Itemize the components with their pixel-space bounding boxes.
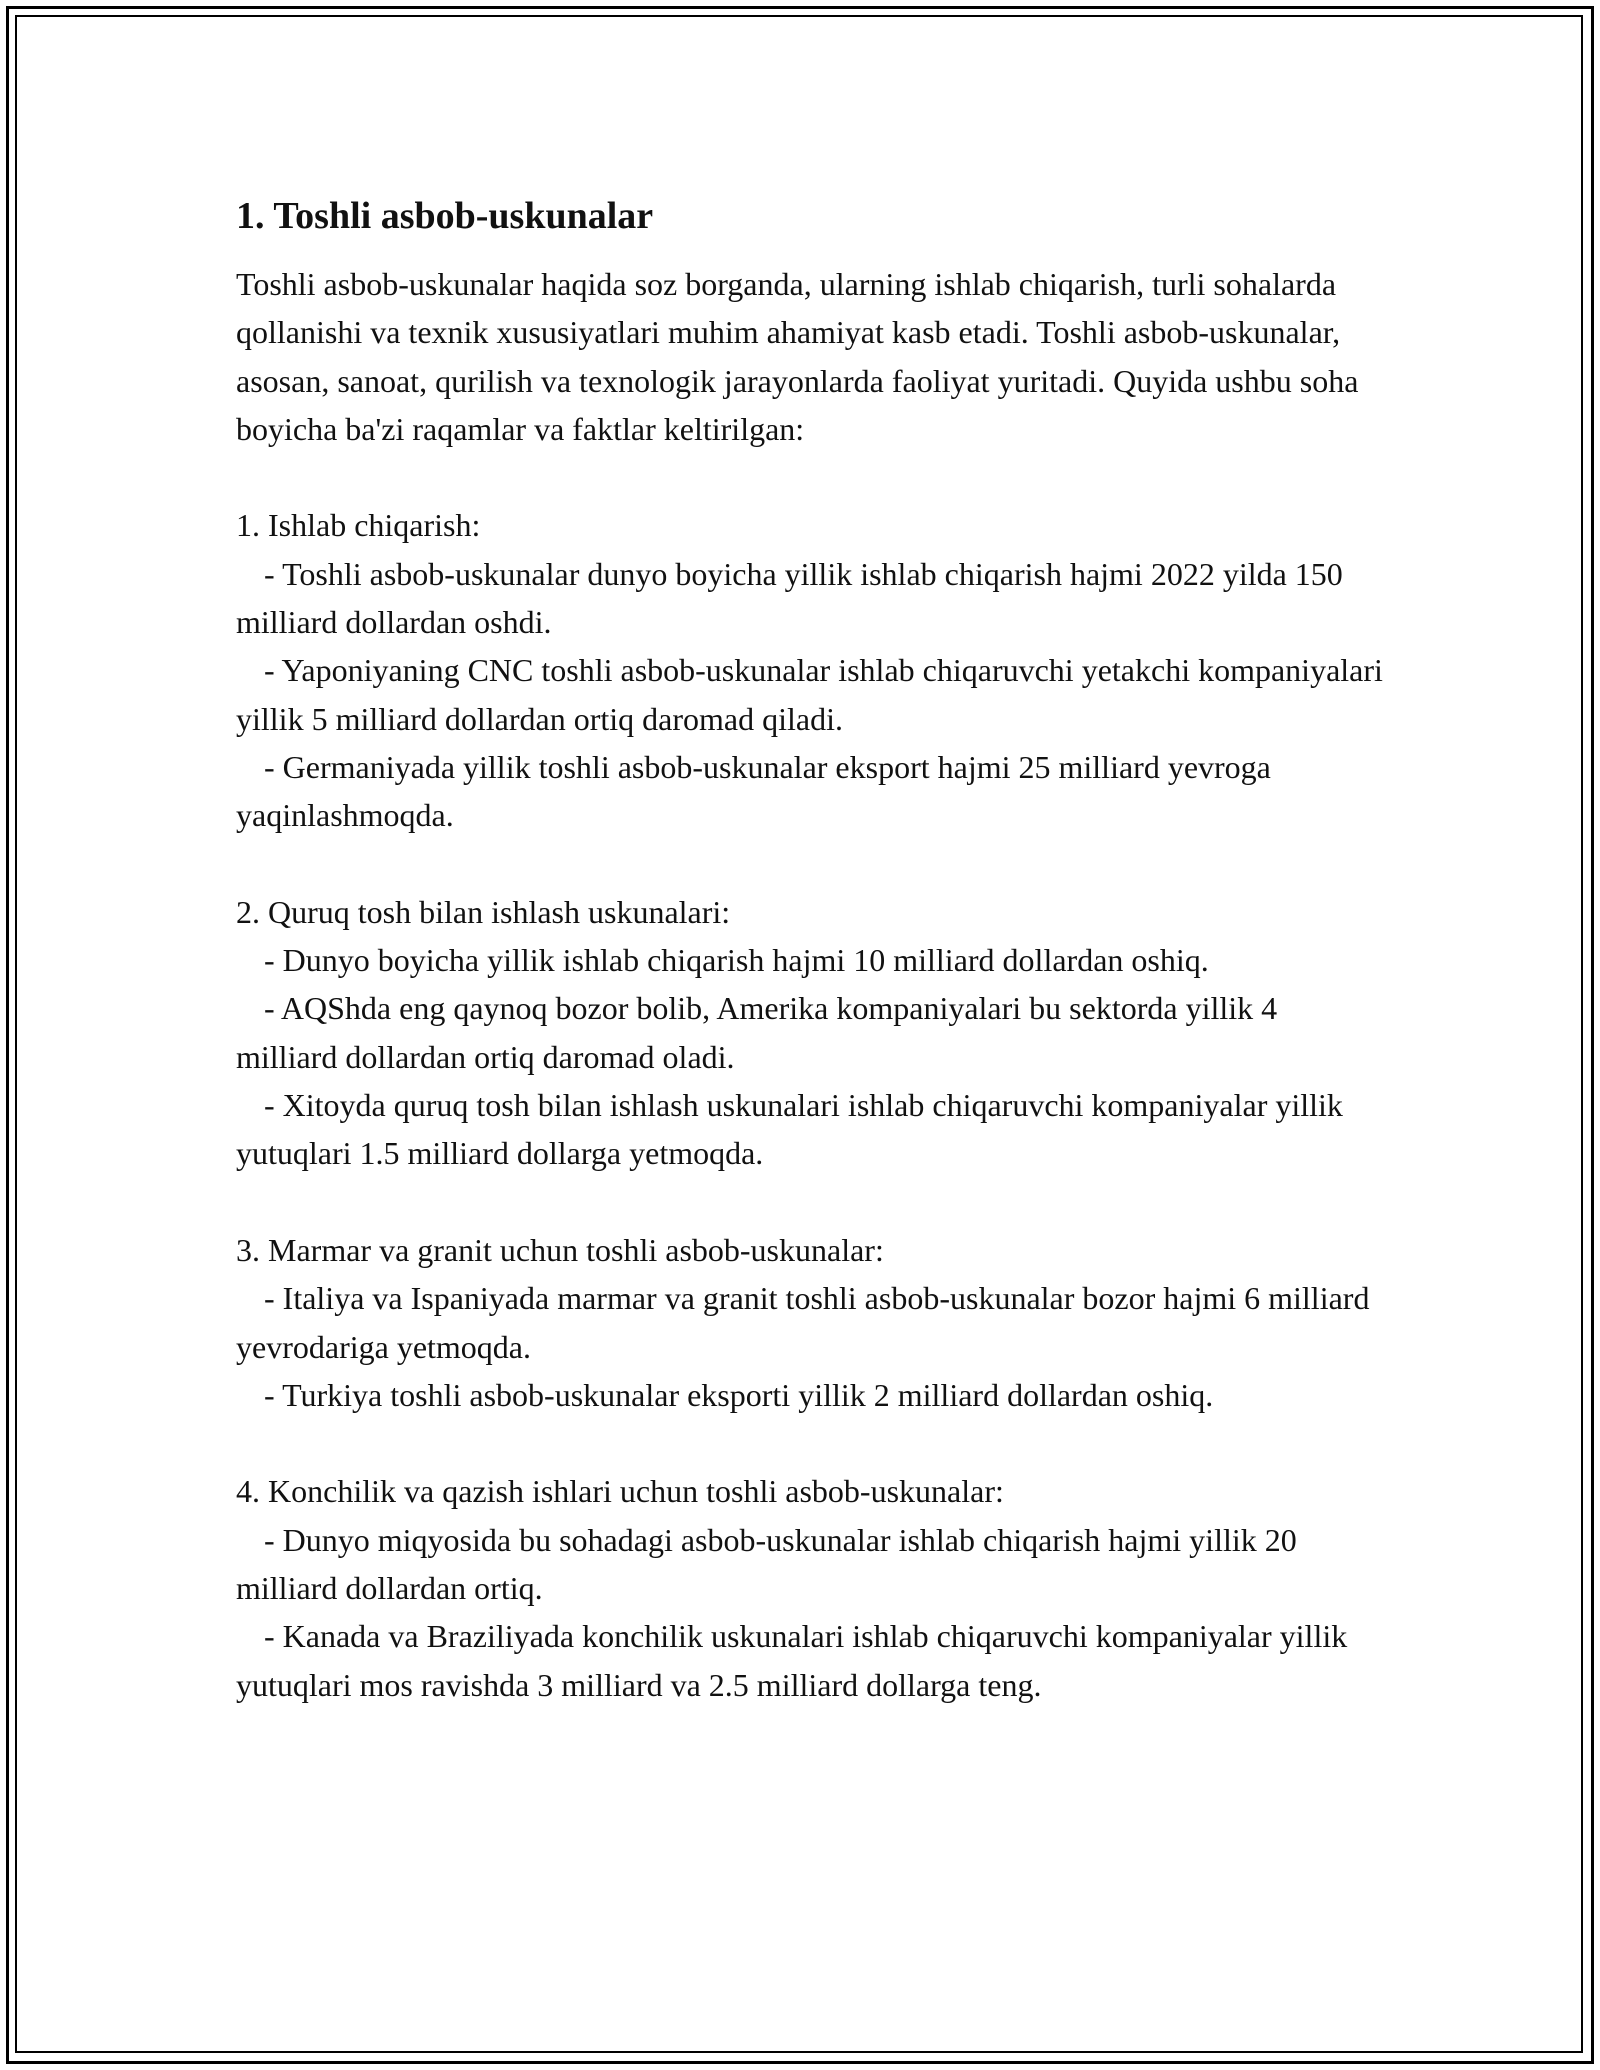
list-item: - Dunyo miqyosida bu sohadagi asbob-uskunalar ishlab chiqarish hajmi yillik 20 milliard dollardan ortiq. bbox=[236, 1521, 1297, 1607]
list-item: - Kanada va Braziliyada konchilik uskunalari ishlab chiqaruvchi kompaniyalar yillik yutuqlari mos ravishda 3 milliard va 2.5 milliard dollarga teng. bbox=[236, 1618, 1348, 1703]
intro-paragraph: Toshli asbob-uskunalar haqida soz borganda, ularning ishlab chiqarish, turli sohalarda qollanishi va texnik xususiyatlari muhim ahamiyat kasb etadi. Toshli asbob-uskunalar, asosan, sanoat, qurilish va texnologik jarayonlarda faoliyat yuritadi. Quyida ushbu soha boyicha ba'zi raqamlar va faktlar keltirilgan: bbox=[236, 266, 1359, 447]
section-ishlab-chiqarish bbox=[236, 501, 1386, 839]
section-title: 4. Konchilik va qazish ishlari uchun toshli asbob-uskunalar: bbox=[236, 1473, 1004, 1510]
list-item: - Dunyo boyicha yillik ishlab chiqarish hajmi 10 milliard dollardan oshiq. bbox=[264, 942, 1209, 979]
document-heading: 1. Toshli asbob-uskunalar bbox=[236, 195, 654, 237]
section-quruq-tosh bbox=[236, 888, 1386, 1178]
list-item: - AQShda eng qaynoq bozor bolib, Amerika kompaniyalari bu sektorda yillik 4 milliard dollardan ortiq daromad oladi. bbox=[236, 990, 1278, 1075]
list-item: - Yaponiyaning CNC toshli asbob-uskunalar ishlab chiqaruvchi yetakchi kompaniyalari yillik 5 milliard dollardan ortiq daromad qiladi. bbox=[236, 652, 1383, 737]
section-title: 2. Quruq tosh bilan ishlash uskunalari: bbox=[236, 893, 731, 930]
list-item: - Turkiya toshli asbob-uskunalar eksporti yillik 2 milliard dollardan oshiq. bbox=[264, 1376, 1214, 1413]
list-item: - Xitoyda quruq tosh bilan ishlash uskunalari ishlab chiqaruvchi kompaniyalar yillik yutuqlari 1.5 milliard dollarga yetmoqda. bbox=[236, 1087, 1343, 1172]
section-konchilik bbox=[236, 1467, 1386, 1708]
list-item: - Toshli asbob-uskunalar dunyo boyicha yillik ishlab chiqarish hajmi 2022 yilda 150 milliard dollardan oshdi. bbox=[236, 555, 1343, 641]
section-title: 1. Ishlab chiqarish: bbox=[236, 507, 481, 544]
list-item: - Italiya va Ispaniyada marmar va granit toshli asbob-uskunalar bozor hajmi 6 milliard yevrodariga yetmoqda. bbox=[236, 1280, 1370, 1365]
section-marmar-granit bbox=[236, 1226, 1386, 1419]
list-item: - Germaniyada yillik toshli asbob-uskunalar eksport hajmi 25 milliard yevroga yaqinlashmoqda. bbox=[236, 748, 1271, 834]
document-body bbox=[236, 180, 1386, 1709]
section-title: 3. Marmar va granit uchun toshli asbob-uskunalar: bbox=[236, 1231, 884, 1268]
